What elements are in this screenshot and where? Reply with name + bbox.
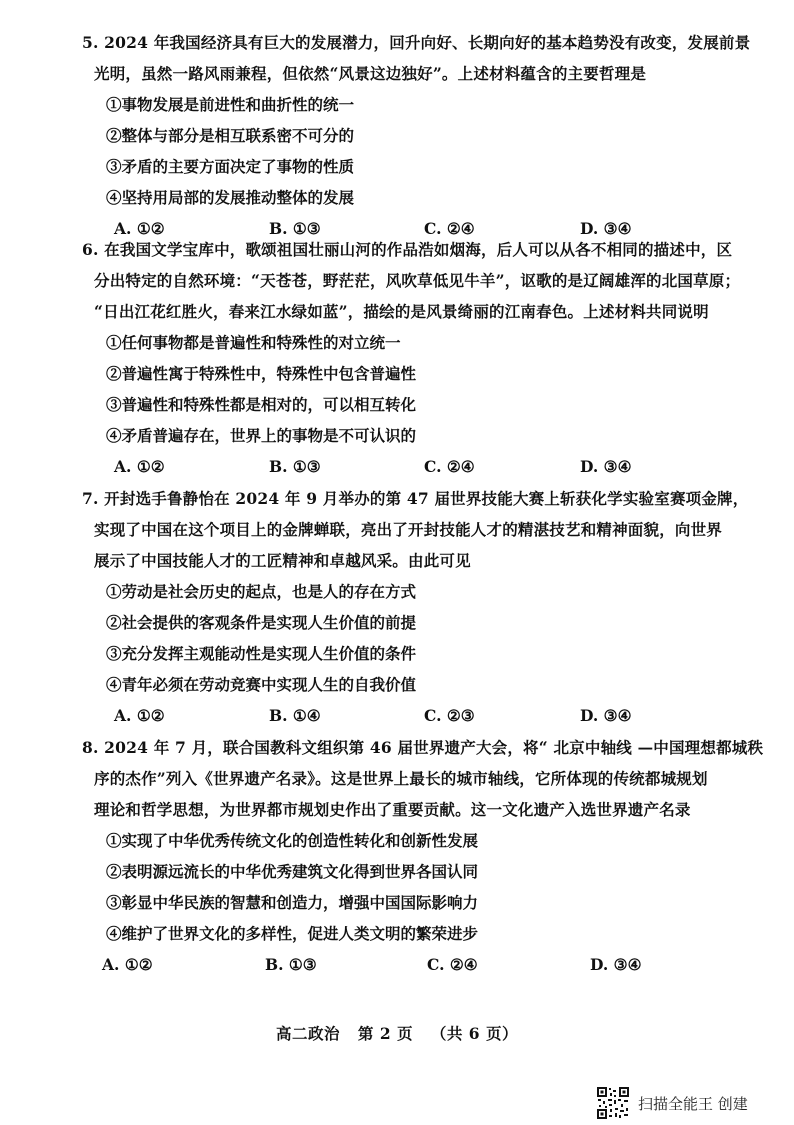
choice-a: A. ①② [114,219,165,238]
answer-choices [82,700,772,731]
footer-page-number: 第 2 页 [357,1024,413,1043]
choice-b: B. ①④ [269,706,321,725]
choice-a: A. ①② [114,457,165,476]
question-stem-line: 6. 在我国文学宝库中，歌颂祖国壮丽山河的作品浩如烟海，后人可以从各不相同的描述中，区 [82,240,733,259]
question-stem-line: 分出特定的自然环境：“天苍苍，野茫茫，风吹草低见牛羊”，讴歌的是辽阔雄浑的北国草原； [94,271,741,290]
statement-option: ④矛盾普遍存在，世界上的事物是不可认识的 [106,426,417,445]
answer-choices [82,949,772,980]
statement-option: ②整体与部分是相互联系密不可分的 [106,126,355,145]
qr-code-icon [596,1086,630,1120]
statement-option: ①事物发展是前进性和曲折性的统一 [106,95,355,114]
question-5 [82,27,772,244]
choice-d: D. ③④ [590,955,642,974]
question-6 [82,234,772,482]
question-stem-line: 8. 2024 年 7 月，联合国教科文组织第 46 届世界遗产大会，将“ 北京中轴线 —中国理想都城秩 [82,738,764,757]
question-stem-line: 5. 2024 年我国经济具有巨大的发展潜力，回升向好、长期向好的基本趋势没有改变，发展前景 [82,33,751,52]
statement-option: ①任何事物都是普遍性和特殊性的对立统一 [106,333,401,352]
choice-c: C. ②④ [424,219,475,238]
choice-c: C. ②③ [424,706,475,725]
footer-subject: 高二政治 [276,1024,341,1043]
statement-option: ③充分发挥主观能动性是实现人生价值的条件 [106,644,417,663]
question-stem-line: 理论和哲学思想，为世界都市规划史作出了重要贡献。这一文化遗产入选世界遗产名录 [94,800,691,819]
statement-option: ④青年必须在劳动竞赛中实现人生的自我价值 [106,675,417,694]
question-stem-line: 7. 开封选手鲁静怡在 2024 年 9 月举办的第 47 届世界技能大赛上斩获化学实验室赛项金牌， [82,489,749,508]
statement-option: ②表明源远流长的中华优秀建筑文化得到世界各国认同 [106,862,479,881]
statement-option: ①劳动是社会历史的起点，也是人的存在方式 [106,582,417,601]
scanner-watermark [596,1086,748,1120]
answer-choices [82,451,772,482]
choice-a: A. ①② [114,706,165,725]
scanner-app-label: 扫描全能王 创建 [638,1094,748,1113]
footer-total-pages: （共 6 页） [430,1024,518,1043]
statement-option: ③矛盾的主要方面决定了事物的性质 [106,157,355,176]
question-8 [82,732,772,980]
statement-option: ④维护了世界文化的多样性，促进人类文明的繁荣进步 [106,924,479,943]
question-stem-line: 展示了中国技能人才的工匠精神和卓越风采。由此可见 [94,551,471,570]
choice-a: A. ①② [102,955,153,974]
question-stem-line: 光明，虽然一路风雨兼程，但依然“风景这边独好”。上述材料蕴含的主要哲理是 [94,64,647,83]
choice-d: D. ③④ [580,219,632,238]
question-stem-line: “日出江花红胜火，春来江水绿如蓝”，描绘的是风景绮丽的江南春色。上述材料共同说明 [94,302,709,321]
question-stem-line: 实现了中国在这个项目上的金牌蝉联，亮出了开封技能人才的精湛技艺和精神面貌，向世界 [94,520,723,539]
page-footer [0,1022,794,1044]
statement-option: ③普遍性和特殊性都是相对的，可以相互转化 [106,395,417,414]
choice-c: C. ②④ [424,457,475,476]
statement-option: ④坚持用局部的发展推动整体的发展 [106,188,355,207]
question-stem-line: 序的杰作”列入《世界遗产名录》。这是世界上最长的城市轴线，它所体现的传统都城规划 [94,769,708,788]
choice-c: C. ②④ [427,955,478,974]
statement-option: ②社会提供的客观条件是实现人生价值的前提 [106,613,417,632]
statement-option: ①实现了中华优秀传统文化的创造性转化和创新性发展 [106,831,479,850]
statement-option: ③彰显中华民族的智慧和创造力，增强中国国际影响力 [106,893,479,912]
choice-b: B. ①③ [269,457,321,476]
choice-d: D. ③④ [580,706,632,725]
choice-b: B. ①③ [269,219,321,238]
statement-option: ②普遍性寓于特殊性中，特殊性中包含普遍性 [106,364,417,383]
choice-b: B. ①③ [265,955,317,974]
question-7 [82,483,772,731]
choice-d: D. ③④ [580,457,632,476]
